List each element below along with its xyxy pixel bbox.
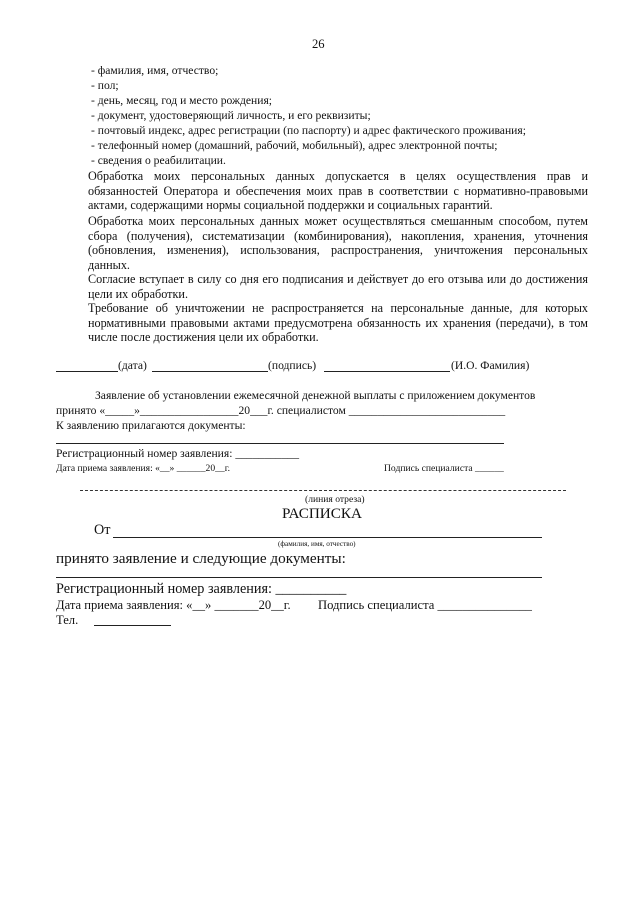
receipt-title: РАСПИСКА [282,505,363,522]
receipt-documents-line[interactable] [56,577,542,578]
list-item: - почтовый индекс, адрес регистрации (по паспорту) и адрес фактического проживания; [91,124,526,137]
statement-specialist-sign: Подпись специалиста ______ [384,463,504,474]
signature-line[interactable] [152,371,268,372]
receipt-fio-hint: (фамилия, имя, отчество) [278,540,356,548]
name-line[interactable] [324,371,450,372]
receipt-fio-line[interactable] [113,537,542,538]
statement-reg-number: Регистрационный номер заявления: ___________ [56,447,300,460]
statement-accepted: принято «_____»_________________20___г. специалистом ___________________________ [56,404,506,417]
receipt-specialist-sign: Подпись специалиста _______________ [318,598,532,612]
page-number: 26 [312,37,325,51]
list-item: - сведения о реабилитации. [91,154,226,167]
receipt-phone-line[interactable] [94,625,171,626]
list-item: - день, месяц, год и место рождения; [91,94,273,107]
statement-date-received: Дата приема заявления: «__» ______20__г. [56,463,230,474]
paragraph-consent: Согласие вступает в силу со дня его подписания и действует до его отзыва или до достижения цели их обработки. [88,272,588,301]
paragraph-purpose: Обработка моих персональных данных допускается в целях осуществления прав и обязанностей Оператора и обеспечения моих прав в соответствии с нормативно-правовыми актами, содержащими нормы социальной поддержки и социальных гарантий. [88,169,588,213]
list-item: - документ, удостоверяющий личность, и его реквизиты; [91,109,371,122]
paragraph-processing: Обработка моих персональных данных может осуществляться смешанным способом, путем сбора (получения), систематизации (комбинирования), накопления, хранения, уточнения (обновления, изменения), использования, распространения, уничтожения персональных данных. [88,214,588,272]
statement-title: Заявление об установлении ежемесячной денежной выплаты с приложением документов [95,389,536,402]
receipt-phone-label: Тел. [56,613,79,627]
list-item: - пол; [91,79,119,92]
cut-line [80,490,566,491]
paragraph-destruction: Требование об уничтожении не распространяется на персональные данные, для которых нормативными правовыми актами предусмотрена обязанность их хранения (передачи), в том числе после достижения цели их обработки. [88,301,588,345]
list-item: - телефонный номер (домашний, рабочий, мобильный), адрес электронной почты; [91,139,498,152]
date-line[interactable] [56,371,118,372]
receipt-reg-number: Регистрационный номер заявления: __________ [56,581,347,597]
signature-caption: (подпись) [268,359,317,372]
name-caption: (И.О. Фамилия) [451,359,530,372]
date-caption: (дата) [118,359,147,372]
receipt-accepted: принято заявление и следующие документы: [56,550,346,567]
documents-line[interactable] [56,443,504,444]
list-item: - фамилия, имя, отчество; [91,64,219,77]
receipt-date-received: Дата приема заявления: «__» _______20__г. [56,598,291,612]
receipt-from: От [94,522,111,538]
cut-line-caption: (линия отреза) [305,494,365,505]
statement-attached: К заявлению прилагаются документы: [56,419,246,432]
